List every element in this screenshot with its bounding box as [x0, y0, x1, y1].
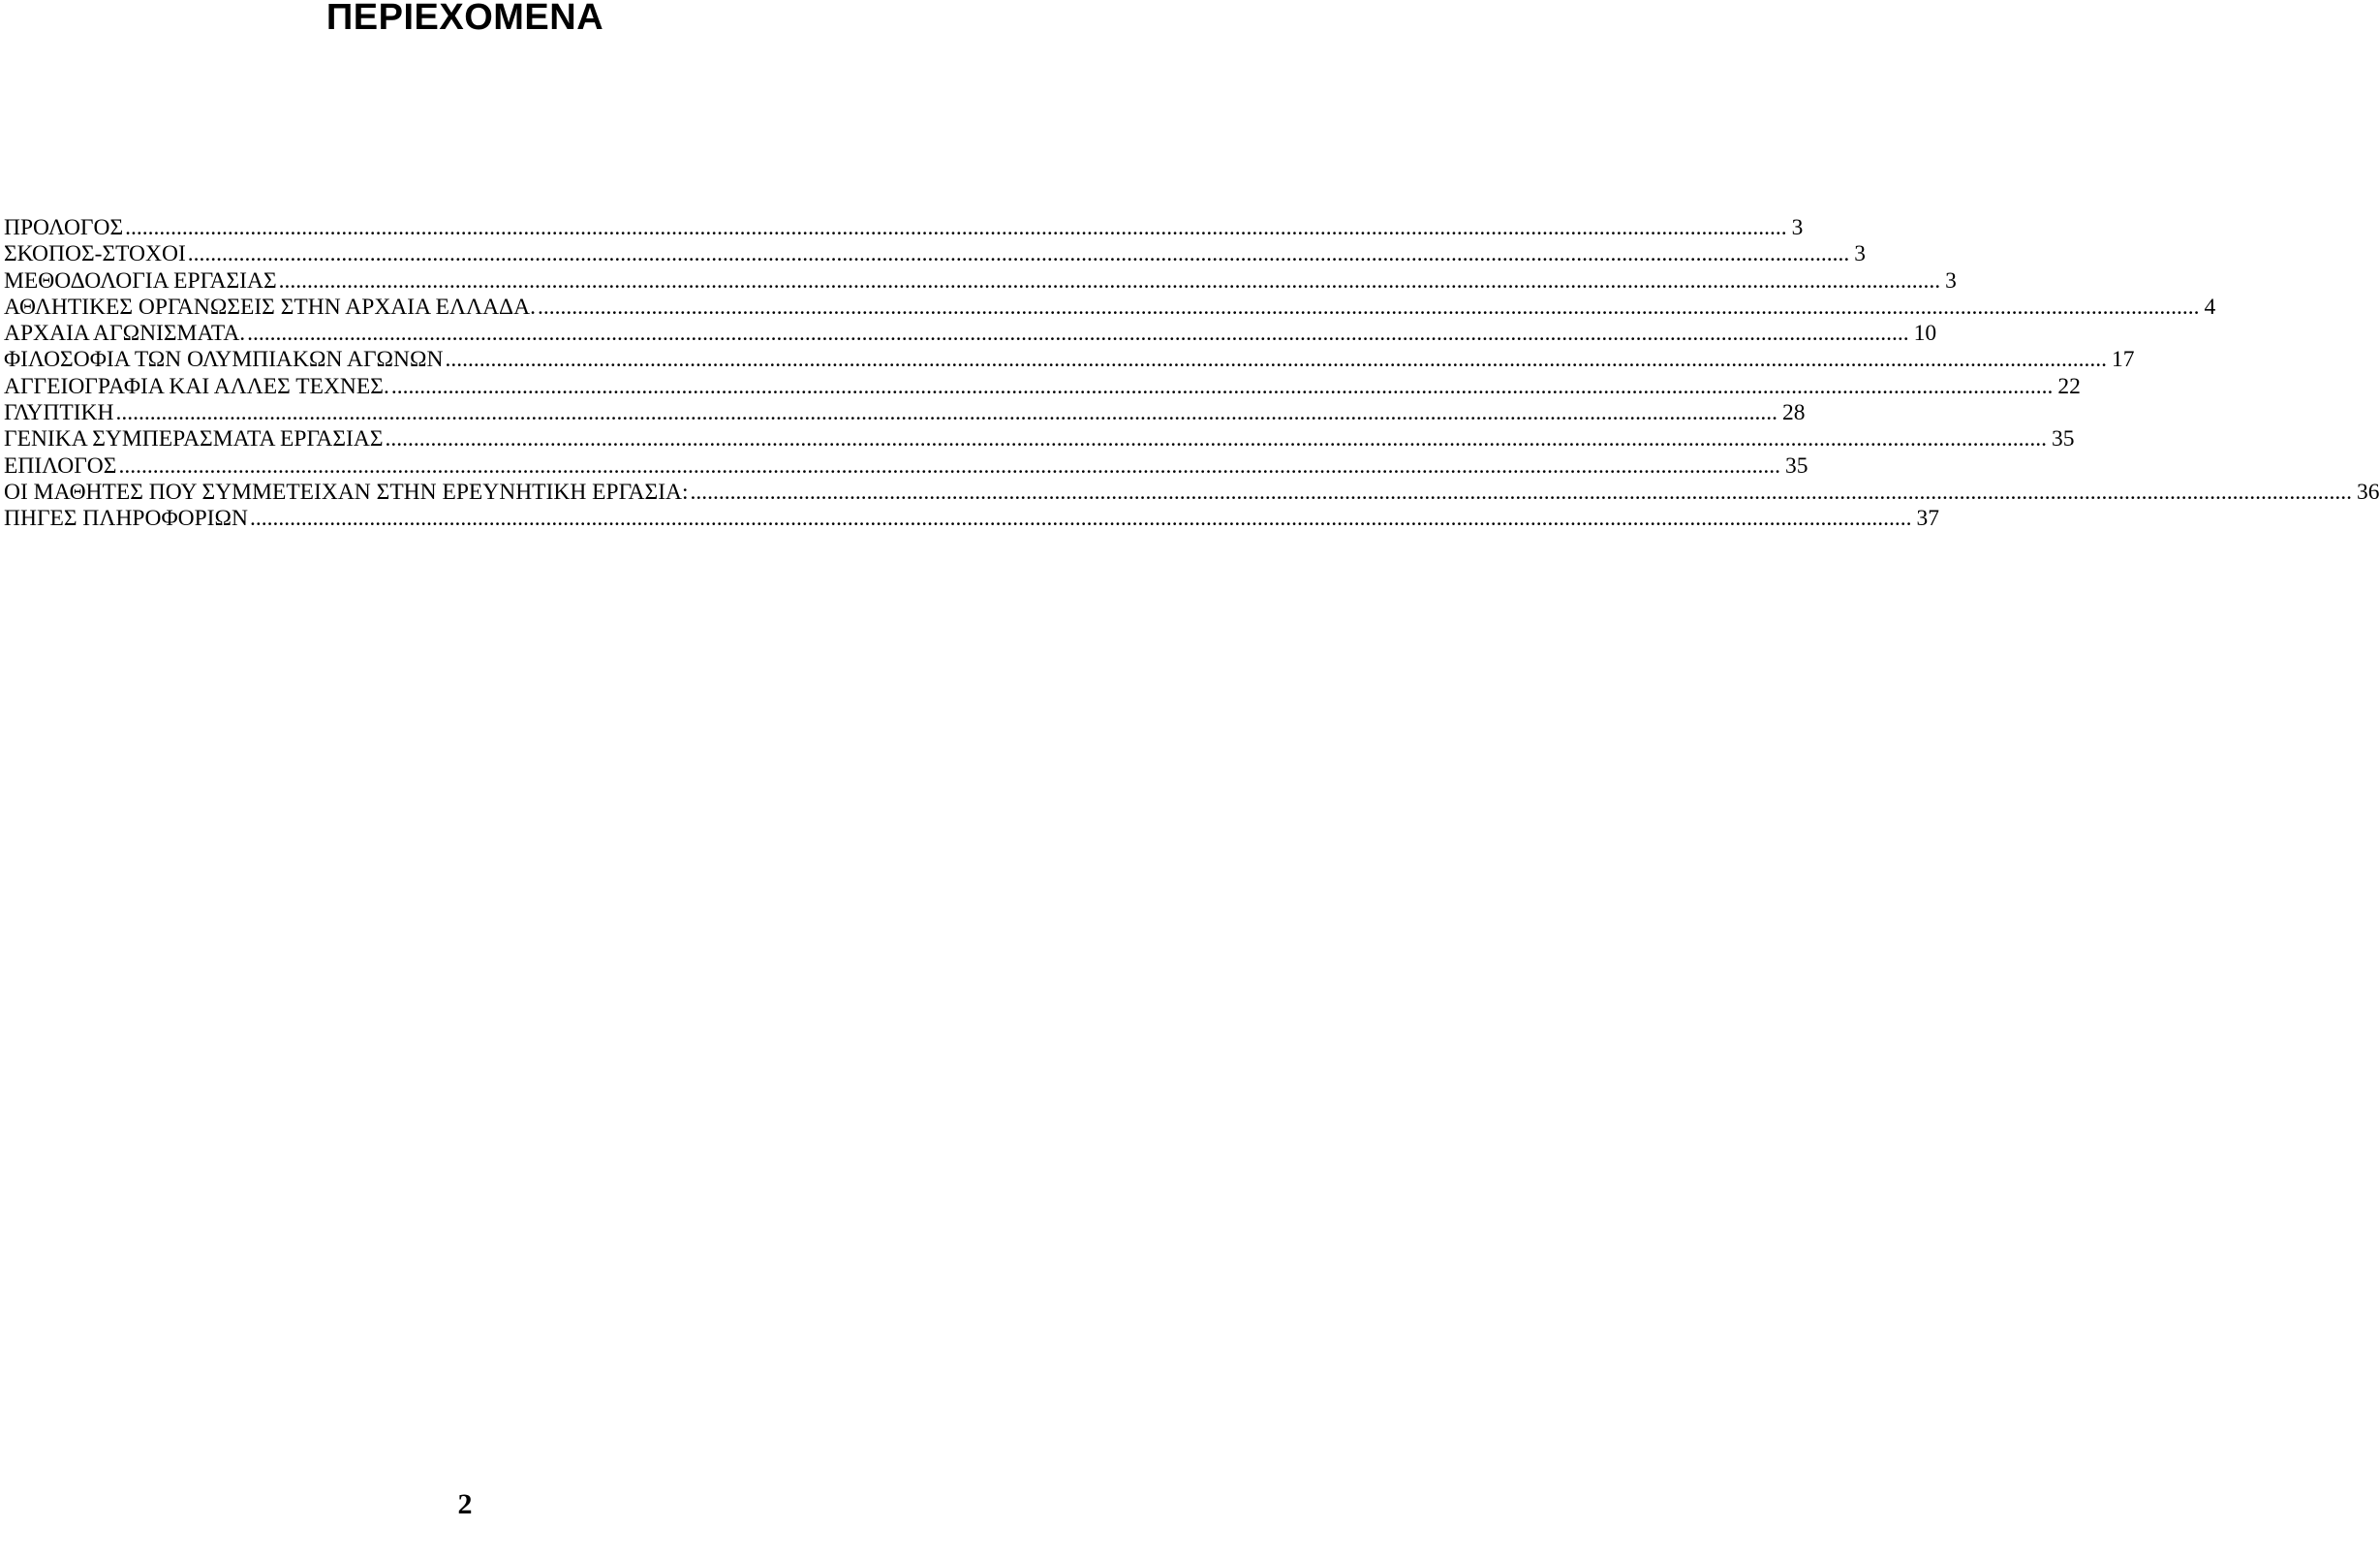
toc-entry-label: ΦΙΛΟΣΟΦΙΑ ΤΩΝ ΟΛΥΜΠΙΑΚΩΝ ΑΓΩΝΩΝ [4, 347, 444, 373]
toc-entry-page: 3 [1854, 241, 1867, 267]
toc-entry-page: 22 [2057, 373, 2081, 399]
toc-entry-label: ΑΘΛΗΤΙΚΕΣ ΟΡΓΑΝΩΣΕΙΣ ΣΤΗΝ ΑΡΧΑΙΑ ΕΛΛΑΔΑ. [4, 294, 537, 320]
toc-entry[interactable] [4, 215, 1804, 241]
toc-entry-page: 28 [1781, 400, 1806, 426]
toc-entry-page: 17 [2111, 347, 2135, 373]
toc-entry-label: ΠΗΓΕΣ ΠΛΗΡΟΦΟΡΙΩΝ [4, 506, 248, 532]
toc-entry-label: ΕΠΙΛΟΓΟΣ [4, 452, 117, 479]
toc-entry-page: 3 [1945, 267, 1957, 294]
toc-entry-page: 4 [2204, 294, 2216, 320]
toc-entry[interactable] [4, 426, 2075, 452]
toc-entry-page: 36 [2357, 479, 2380, 505]
toc-entry[interactable] [4, 479, 2380, 506]
toc-entry[interactable] [4, 506, 1939, 532]
toc-dot-leader [115, 400, 1777, 426]
toc-entry[interactable] [4, 241, 1867, 267]
toc-entry-label: ΑΡΧΑΙΑ ΑΓΩΝΙΣΜΑΤΑ. [4, 321, 246, 347]
toc-entry-label: ΑΓΓΕΙΟΓΡΑΦΙΑ ΚΑΙ ΑΛΛΕΣ ΤΕΧΝΕΣ. [4, 373, 389, 399]
toc-entry[interactable] [4, 294, 2216, 321]
page-title: ΠΕΡΙΕΧΟΜΕΝΑ [325, 0, 604, 38]
toc-entry-page: 35 [1784, 452, 1808, 479]
toc-entry-label: ΣΚΟΠΟΣ-ΣΤΟΧΟΙ [4, 241, 186, 267]
toc-dot-leader [247, 321, 1909, 347]
toc-dot-leader [691, 480, 2353, 506]
toc-entry[interactable] [4, 400, 1806, 426]
toc-entry[interactable] [4, 321, 1937, 347]
toc-dot-leader [118, 453, 1780, 480]
toc-dot-leader [538, 295, 2200, 321]
toc-dot-leader [188, 241, 1850, 267]
toc-dot-leader [445, 347, 2107, 373]
toc-entry-page: 10 [1913, 321, 1937, 347]
toc-entry-label: ΠΡΟΛΟΓΟΣ [4, 215, 124, 240]
toc-dot-leader [279, 268, 1941, 295]
toc-entry-page: 3 [1791, 215, 1804, 240]
toc-entry-page: 35 [2052, 426, 2075, 452]
toc-entry[interactable] [4, 267, 1957, 295]
toc-entry-label: ΓΕΝΙΚΑ ΣΥΜΠΕΡΑΣΜΑΤΑ ΕΡΓΑΣΙΑΣ [4, 426, 384, 452]
toc-dot-leader [250, 506, 1912, 532]
toc-entry-label: ΟΙ ΜΑΘΗΤΕΣ ΠΟΥ ΣΥΜΜΕΤΕΙΧΑΝ ΣΤΗΝ ΕΡΕΥΝΗΤΙΚΗ ΕΡΓΑΣΙΑ: [4, 479, 689, 505]
toc-entry-label: ΜΕΘΟΔΟΛΟΓΙΑ ΕΡΓΑΣΙΑΣ [4, 267, 277, 294]
toc-dot-leader [125, 215, 1787, 241]
toc-entry[interactable] [4, 452, 1808, 480]
page-number: 2 [457, 1488, 473, 1520]
toc-entry[interactable] [4, 373, 2081, 400]
toc-entry[interactable] [4, 347, 2135, 373]
toc-dot-leader [391, 374, 2054, 400]
toc-entry-label: ΓΛΥΠΤΙΚΗ [4, 400, 114, 426]
table-of-contents [4, 215, 2380, 533]
toc-dot-leader [386, 426, 2048, 452]
toc-entry-page: 37 [1916, 506, 1939, 532]
